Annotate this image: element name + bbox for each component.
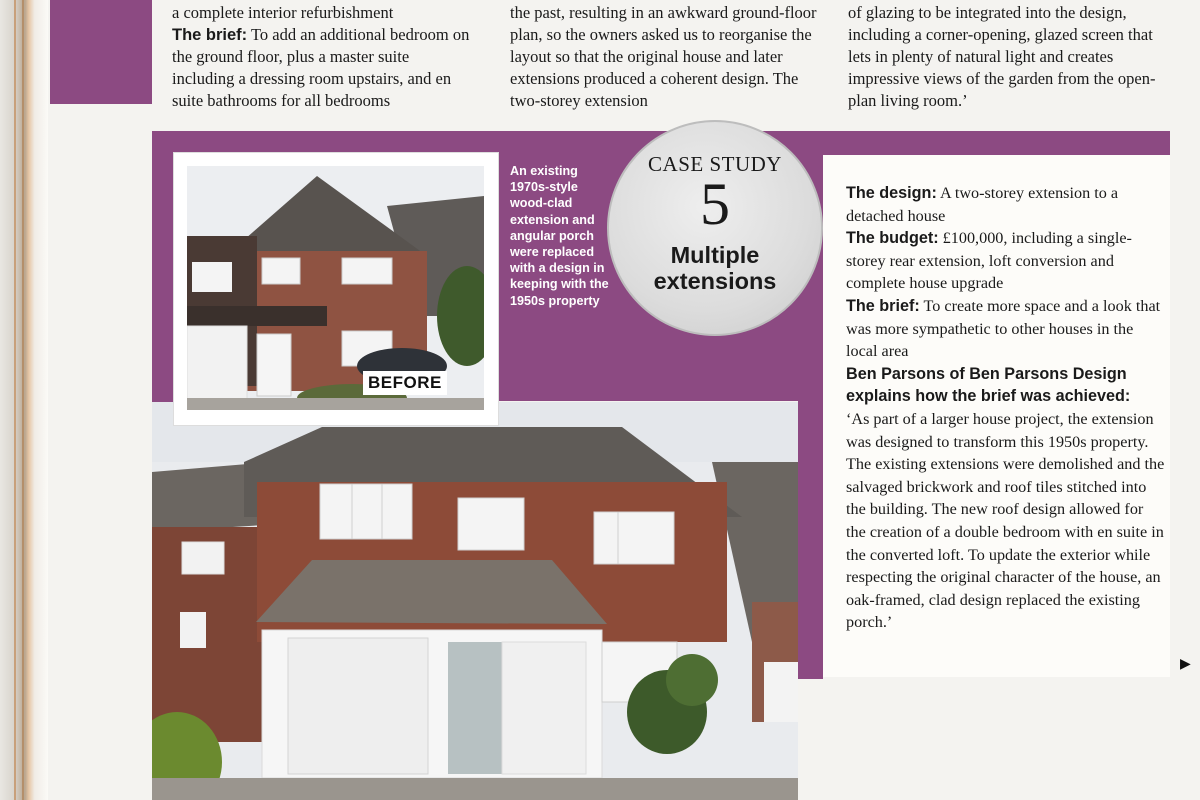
- before-label: BEFORE: [363, 371, 447, 395]
- panel-brief-lead: The brief:: [846, 296, 920, 315]
- case-study-title: [609, 242, 821, 294]
- designer-lead: Ben Parsons of Ben Parsons Design explains how the brief was achieved:: [846, 364, 1131, 406]
- designer-quote: ‘As part of a larger house project, the extension was designed to transform this 1950s property. The existing extensions were demolished and the salvaged brickwork and roof tiles stitched into the building. The new roof design allowed for the creation of a double bedroom with en suite in the converted loft. To update the exterior while respecting the original character of the house, an oak-framed, clad design replaced the existing porch.’: [846, 409, 1165, 632]
- brief-line: [846, 295, 1166, 363]
- case-study-badge: [607, 120, 823, 336]
- panel-brief-text: To create more space and a look that was more sympathetic to other houses in the local area: [846, 296, 1161, 361]
- col1-brief: [172, 24, 472, 112]
- design-lead: The design:: [846, 184, 937, 202]
- magazine-spine: [0, 0, 48, 800]
- col2-text: the past, resulting in an awkward ground-floor plan, so the owners asked us to reorganise the layout so that the original house and later extensions produced a coherent design. The two-storey extension: [510, 3, 817, 110]
- case-study-label: CASE STUDY: [648, 152, 782, 176]
- design-text: A two-storey extension to a detached house: [846, 184, 1119, 225]
- case-study-number: 5: [700, 171, 730, 237]
- case-study-details: [846, 182, 1166, 634]
- brief-text: To add an additional bedroom on the ground floor, plus a master suite including a dressing room upstairs, and en suite bathrooms for all bedrooms: [172, 25, 470, 110]
- after-house-illustration: [152, 402, 798, 800]
- brief-lead: The brief:: [172, 26, 248, 44]
- budget-text: £100,000, including a single-storey rear extension, loft conversion and complete house upgrade: [846, 229, 1132, 293]
- spine-edge-line: [22, 0, 24, 800]
- text-column-1: [172, 2, 472, 112]
- photo-caption: An existing 1970s-style wood-clad extension and angular porch were replaced with a design in keeping with the 1950s property: [510, 164, 609, 308]
- col1-line: a complete interior refurbishment: [172, 3, 394, 22]
- spine-edge-line: [14, 0, 16, 800]
- text-column-3: [848, 2, 1164, 112]
- purple-accent-block: [50, 0, 152, 104]
- budget-line: [846, 227, 1166, 295]
- text-column-2: [510, 2, 826, 112]
- title-line-2: extensions: [653, 268, 777, 294]
- after-house-photo: [152, 402, 798, 800]
- title-line-1: Multiple: [670, 242, 760, 268]
- continue-arrow-icon: ▶: [1180, 657, 1191, 672]
- budget-lead: The budget:: [846, 229, 939, 248]
- col3-text: of glazing to be integrated into the design, including a corner-opening, glazed screen that lets in plenty of natural light and creates impressive views of the garden from the open-plan living room.’: [848, 3, 1156, 110]
- design-line: [846, 182, 1166, 227]
